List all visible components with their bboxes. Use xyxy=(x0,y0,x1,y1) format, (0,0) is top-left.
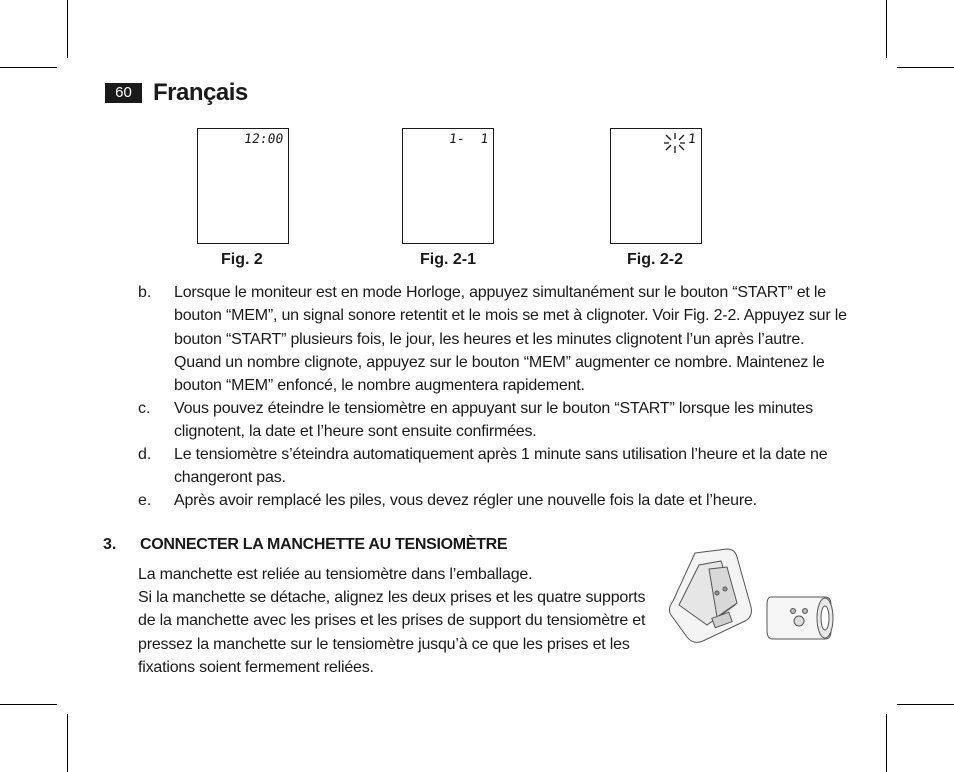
list-item xyxy=(138,281,850,397)
lcd-readout: 1 xyxy=(687,132,698,147)
list-item-label: b. xyxy=(138,284,152,301)
crop-mark xyxy=(886,714,887,772)
page-number: 60 xyxy=(105,83,142,103)
crop-mark xyxy=(0,704,57,705)
crop-mark xyxy=(897,67,954,68)
crop-mark xyxy=(67,714,68,772)
blink-icon xyxy=(663,132,687,154)
figure-label: Fig. 2-1 xyxy=(420,251,477,268)
crop-mark xyxy=(886,0,887,58)
page-title: Français xyxy=(153,79,248,106)
list-item-label: c. xyxy=(138,400,151,417)
list-item-label: d. xyxy=(138,446,152,463)
list-item xyxy=(138,489,850,512)
lcd-display-fig-2 xyxy=(197,128,289,244)
figure-label: Fig. 2-2 xyxy=(627,251,684,268)
lcd-display-fig-2-1 xyxy=(402,128,494,244)
list-item-text: Lorsque le moniteur est en mode Horloge, appuyez simultanément sur le bouton “START” et le bouton “MEM”, un signal sonore retentit et le mois se met à clignoter. Voir Fig. 2-2. Appuyez sur le bouton “START” plusieurs fois, le jour, les heures et les minutes clignotent l’un après l’autre. Quand un nombre clignote, appuyez sur le bouton “MEM” augmenter ce nombre. Maintenez le bouton “MEM” enfoncé, le nombre augmentera rapidement. xyxy=(174,284,847,395)
section-paragraph: Si la manchette se détache, alignez les deux prises et les quatre supports de la manchette avec les prises et les prises de support du tensiomètre et pressez la manchette sur le tensiomètre jusqu’à ce que les prises et les fixations soient fermement reliées. xyxy=(138,589,646,676)
list-item xyxy=(138,443,850,490)
crop-mark xyxy=(897,704,954,705)
crop-mark xyxy=(0,67,57,68)
wrist-monitor-and-cuff-icon xyxy=(665,545,845,650)
section-paragraph: La manchette est reliée au tensiomètre dans l’emballage. xyxy=(138,566,533,583)
list-item-text: Le tensiomètre s’éteindra automatiquement après 1 minute sans utilisation l’heure et la date ne changeront pas. xyxy=(174,446,828,487)
figure-label: Fig. 2 xyxy=(221,251,263,268)
list-item-text: Vous pouvez éteindre le tensiomètre en appuyant sur le bouton “START” lorsque les minutes clignotent, la date et l’heure sont ensuite confirmées. xyxy=(174,400,813,441)
crop-mark xyxy=(67,0,68,58)
lcd-readout: 1- 1 xyxy=(447,132,490,147)
list-item-label: e. xyxy=(138,492,152,509)
section-title: CONNECTER LA MANCHETTE AU TENSIOMÈTRE xyxy=(140,536,508,553)
lcd-display-fig-2-2 xyxy=(610,128,702,244)
lcd-readout: 12:00 xyxy=(242,132,285,147)
list-item-text: Après avoir remplacé les piles, vous devez régler une nouvelle fois la date et l’heure. xyxy=(174,492,757,509)
section-number: 3. xyxy=(103,536,117,553)
list-item xyxy=(138,397,850,444)
